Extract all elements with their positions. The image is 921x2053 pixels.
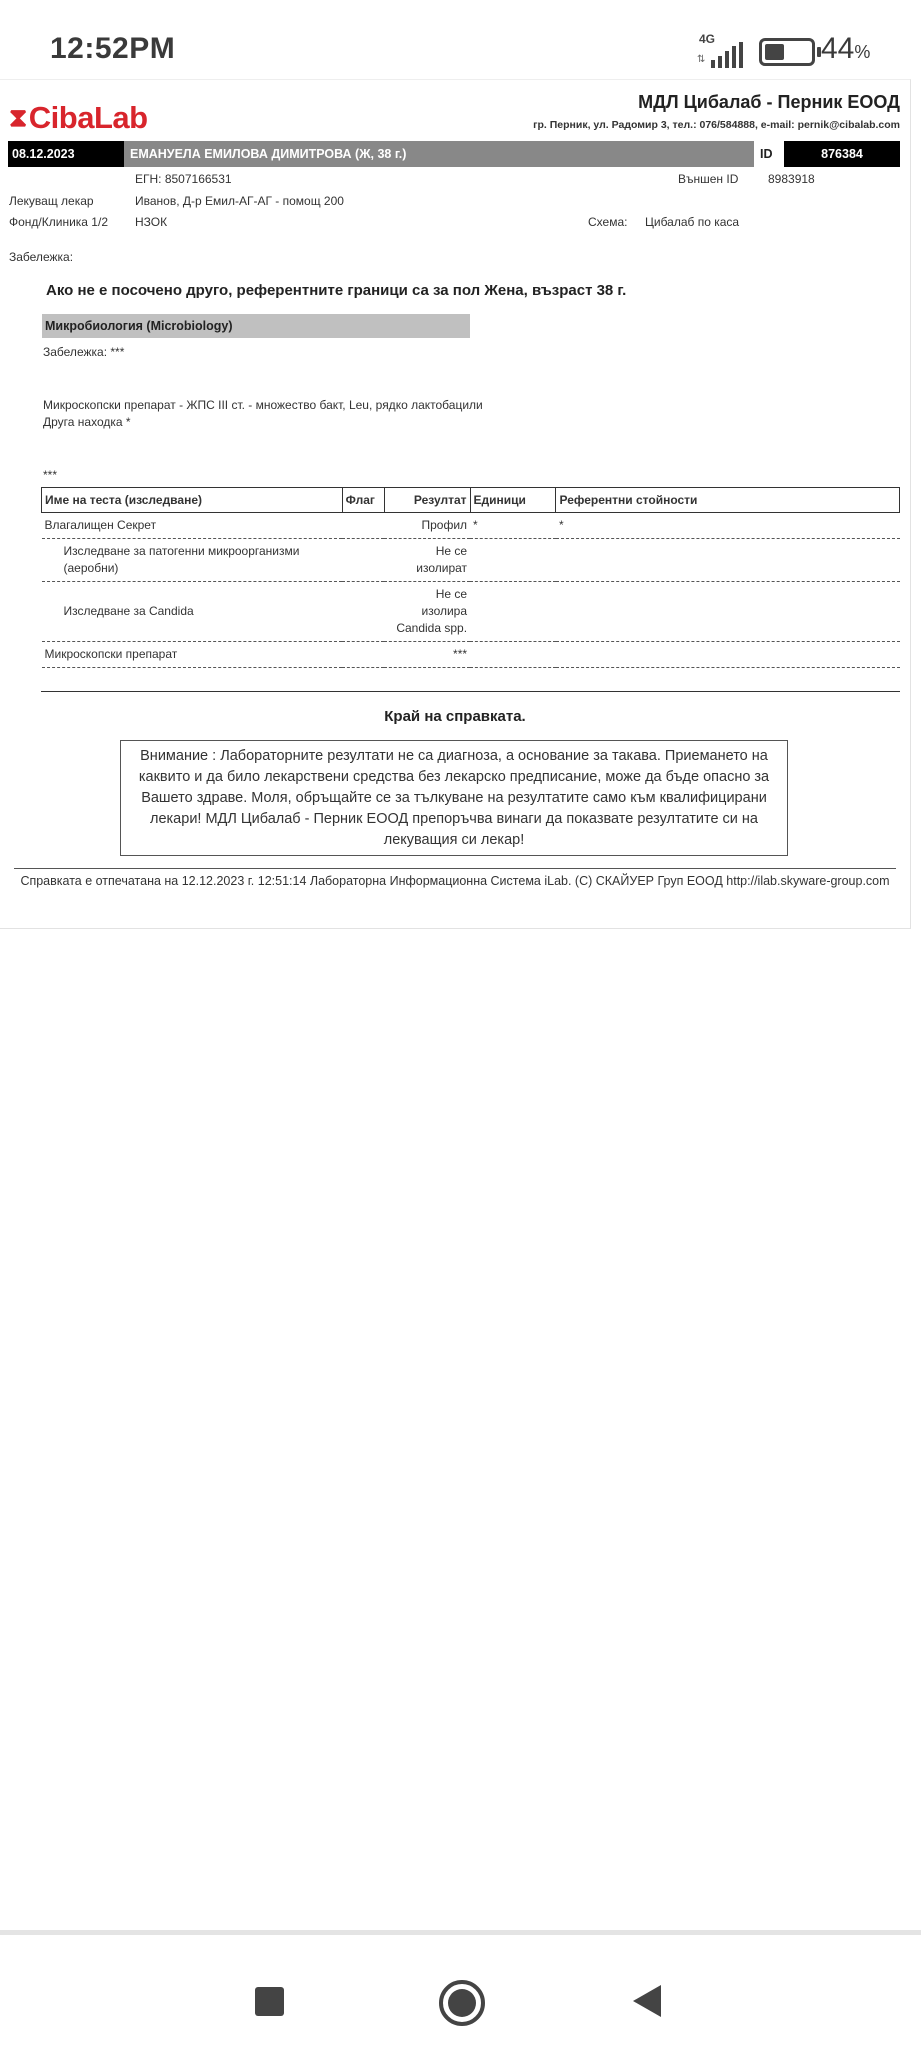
table-row <box>42 513 900 539</box>
hourglass-icon: ⧗ <box>9 102 27 132</box>
reference-note: Ако не е посочено друго, референтните граници са за пол Жена, възраст 38 г. <box>46 282 627 299</box>
other-finding: Друга находка * <box>43 415 131 429</box>
row-test: Микроскопски препарат <box>42 642 343 668</box>
row-units: * <box>470 513 556 539</box>
back-icon[interactable] <box>633 1985 661 2017</box>
lab-name: МДЛ Цибалаб - Перник ЕООД <box>638 92 900 112</box>
cibalab-logo <box>9 100 148 136</box>
status-icons <box>691 30 921 74</box>
results-table <box>41 487 900 668</box>
end-of-report: Край на справката. <box>384 708 526 725</box>
scheme-value: Цибалаб по каса <box>645 215 740 229</box>
row-flag <box>342 582 384 642</box>
network-type: 4G <box>699 32 716 46</box>
footer-divider <box>14 868 896 869</box>
row-units <box>470 582 556 642</box>
status-time: 12:52PM <box>50 32 176 65</box>
patient-bar <box>8 141 900 167</box>
row-flag <box>342 539 384 582</box>
row-units <box>470 642 556 668</box>
navigation-bar <box>0 1930 921 2053</box>
row-flag <box>342 513 384 539</box>
end-divider <box>41 691 900 692</box>
scheme-label: Схема: <box>588 215 628 229</box>
col-test: Име на теста (изследване) <box>42 488 343 513</box>
patient-id: 876384 <box>784 141 900 167</box>
row-result: Не се изолират <box>384 539 470 582</box>
row-flag <box>342 642 384 668</box>
external-id-value: 8983918 <box>768 172 815 186</box>
table-header <box>42 488 900 513</box>
section-remark: Забележка: *** <box>43 345 125 359</box>
row-result: *** <box>384 642 470 668</box>
signal-bars-icon <box>709 42 745 68</box>
row-result: Профил <box>384 513 470 539</box>
lab-report-page <box>0 79 911 929</box>
report-date: 08.12.2023 <box>8 141 124 167</box>
external-id-label: Външен ID <box>678 172 739 186</box>
logo-text: CibaLab <box>28 100 148 135</box>
remark-label: Забележка: <box>9 250 74 264</box>
section-title: Микробиология (Microbiology) <box>42 314 470 338</box>
id-label: ID <box>760 147 773 161</box>
home-icon[interactable] <box>439 1980 485 2026</box>
doctor-value: Иванов, Д-р Емил-АГ-АГ - помощ 200 <box>135 194 344 208</box>
row-reference <box>556 539 900 582</box>
table-row <box>42 642 900 668</box>
row-reference <box>556 582 900 642</box>
patient-name: ЕМАНУЕЛА ЕМИЛОВА ДИМИТРОВА (Ж, 38 г.) <box>124 141 754 167</box>
col-reference: Референтни стойности <box>556 488 900 513</box>
col-result: Резултат <box>384 488 470 513</box>
microscopy-note: Микроскопски препарат - ЖПС III ст. - множество бакт, Leu, рядко лактобацили <box>43 398 483 412</box>
col-flag: Флаг <box>342 488 384 513</box>
footer-text: Справката е отпечатана на 12.12.2023 г. 12:51:14 Лабораторна Информационна Система iLab. (C) СКАЙУЕР Груп ЕООД http://ilab.skyware-group.com <box>20 874 890 888</box>
table-row <box>42 582 900 642</box>
doctor-label: Лекуващ лекар <box>9 194 94 208</box>
fund-label: Фонд/Клиника 1/2 <box>9 215 108 229</box>
egn: ЕГН: 8507166531 <box>135 172 232 186</box>
battery-icon <box>759 38 815 66</box>
lab-address: гр. Перник, ул. Радомир 3, тел.: 076/584888, e-mail: pernik@cibalab.com <box>533 119 900 131</box>
col-units: Единици <box>470 488 556 513</box>
row-units <box>470 539 556 582</box>
recents-icon[interactable] <box>255 1987 284 2016</box>
fund-value: НЗОК <box>135 215 168 229</box>
signal-icon <box>691 34 751 74</box>
battery-level <box>765 44 784 60</box>
warning-box: Внимание : Лабораторните резултати не са диагноза, а основание за такава. Приемането на каквито и да било лекарствени средства без лекарско предписание, може да бъде опасно за Вашето здраве. Моля, обръщайте се за тълкуване на резултатите само към квалифицирани лекари! МДЛ Цибалаб - Перник ЕООД препоръчва винаги да показвате резултатите си на лекуващия си лекар! <box>120 740 788 856</box>
battery-percent: 44% <box>821 32 871 65</box>
data-arrows-icon: ⇅ <box>697 54 706 65</box>
row-test: Изследване за патогенни микроорганизми (аеробни) <box>42 539 343 582</box>
row-reference <box>556 642 900 668</box>
row-result: Не се изолира Candida spp. <box>384 582 470 642</box>
row-test: Влагалищен Секрет <box>42 513 343 539</box>
row-reference: * <box>556 513 900 539</box>
stars-note: *** <box>43 468 58 482</box>
table-row <box>42 539 900 582</box>
row-test: Изследване за Candida <box>42 582 343 642</box>
